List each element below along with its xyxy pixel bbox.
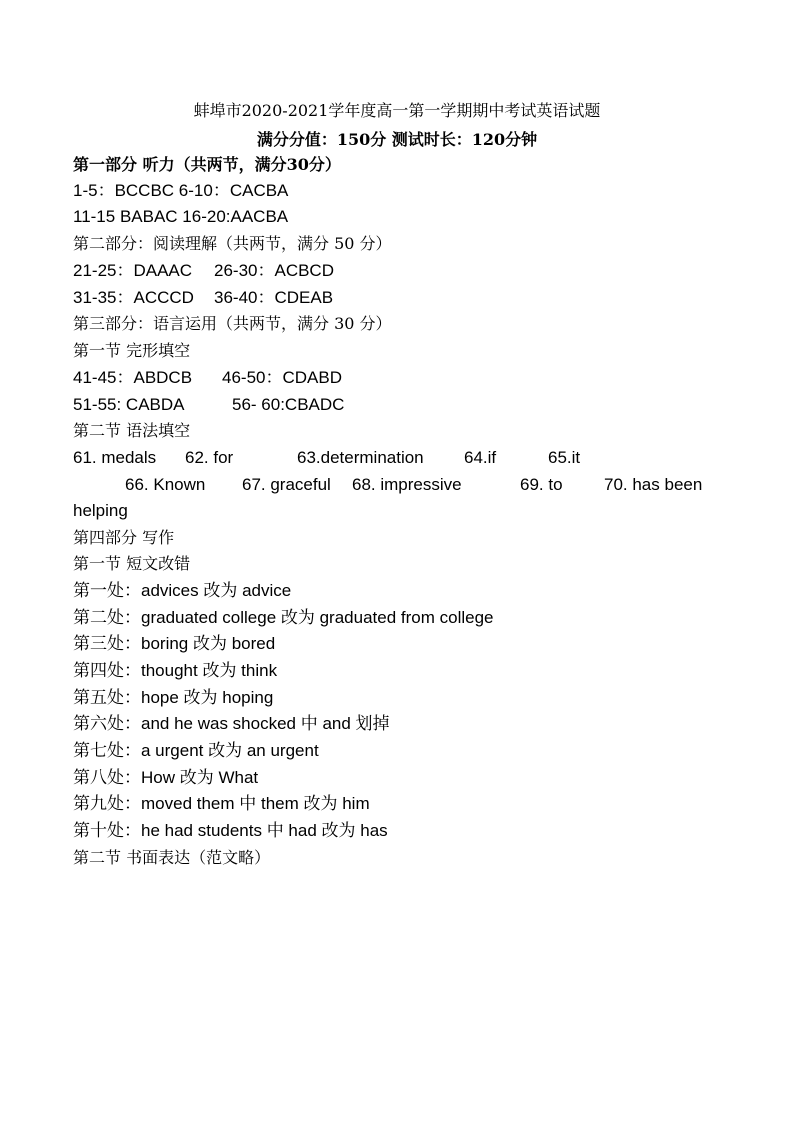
listening-answers-row-1: 1-5：BCCBC 6-10：CACBA (73, 181, 289, 200)
correction-item: 第五处：hope 改为 hoping (73, 688, 274, 707)
listening-answers-row-2: 11-15 BABAC 16-20:AACBA (73, 207, 289, 226)
grammar-answer-67: 67. graceful (242, 475, 331, 494)
correction-item: 第三处：boring 改为 bored (73, 634, 276, 653)
document-subtitle: 满分分值：150分 测试时长：120分钟 (256, 130, 538, 149)
cloze-answers-41-45: 41-45：ABDCB (73, 368, 193, 387)
correction-item: 第二处：graduated college 改为 graduated from college (73, 608, 494, 627)
grammar-answer-70-continued: helping (73, 501, 128, 520)
grammar-answer-61: 61. medals (73, 448, 157, 467)
correction-item: 第七处：a urgent 改为 an urgent (73, 741, 319, 760)
reading-answers-36-40: 36-40：CDEAB (214, 288, 334, 307)
cloze-answers-46-50: 46-50：CDABD (222, 368, 342, 387)
grammar-answer-62: 62. for (185, 448, 234, 467)
part3-heading: 第三部分：语言运用（共两节，满分 30 分） (73, 314, 392, 333)
writing-section-heading: 第二节 书面表达（范文略） (73, 848, 271, 867)
grammar-answer-64: 64.if (464, 448, 497, 467)
correction-item: 第十处：he had students 中 had 改为 has (73, 821, 388, 840)
part1-heading: 第一部分 听力（共两节，满分30分） (73, 155, 341, 174)
document-title: 蚌埠市2020-2021学年度高一第一学期期中考试英语试题 (193, 101, 601, 120)
correction-item: 第四处：thought 改为 think (73, 661, 278, 680)
reading-answers-31-35: 31-35：ACCCD (73, 288, 194, 307)
grammar-section-heading: 第二节 语法填空 (73, 421, 191, 440)
grammar-answer-66: 66. Known (125, 475, 206, 494)
grammar-answer-63: 63.determination (297, 448, 424, 467)
reading-answers-26-30: 26-30：ACBCD (214, 261, 334, 280)
part4-heading: 第四部分 写作 (73, 528, 175, 547)
correction-item: 第一处：advices 改为 advice (73, 581, 292, 600)
cloze-answers-56-60: 56- 60:CBADC (232, 395, 345, 414)
correction-item: 第六处：and he was shocked 中 and 划掉 (73, 714, 390, 733)
error-correction-heading: 第一节 短文改错 (73, 554, 191, 573)
correction-item: 第八处：How 改为 What (73, 768, 259, 787)
correction-item: 第九处：moved them 中 them 改为 him (73, 794, 370, 813)
cloze-answers-51-55: 51-55: CABDA (73, 395, 185, 414)
grammar-answer-65: 65.it (548, 448, 581, 467)
grammar-answer-70: 70. has been (604, 475, 703, 494)
cloze-section-heading: 第一节 完形填空 (73, 341, 191, 360)
reading-answers-21-25: 21-25：DAAAC (73, 261, 193, 280)
grammar-answer-68: 68. impressive (352, 475, 462, 494)
grammar-answer-69: 69. to (520, 475, 563, 494)
part2-heading: 第二部分：阅读理解（共两节，满分 50 分） (73, 234, 392, 253)
